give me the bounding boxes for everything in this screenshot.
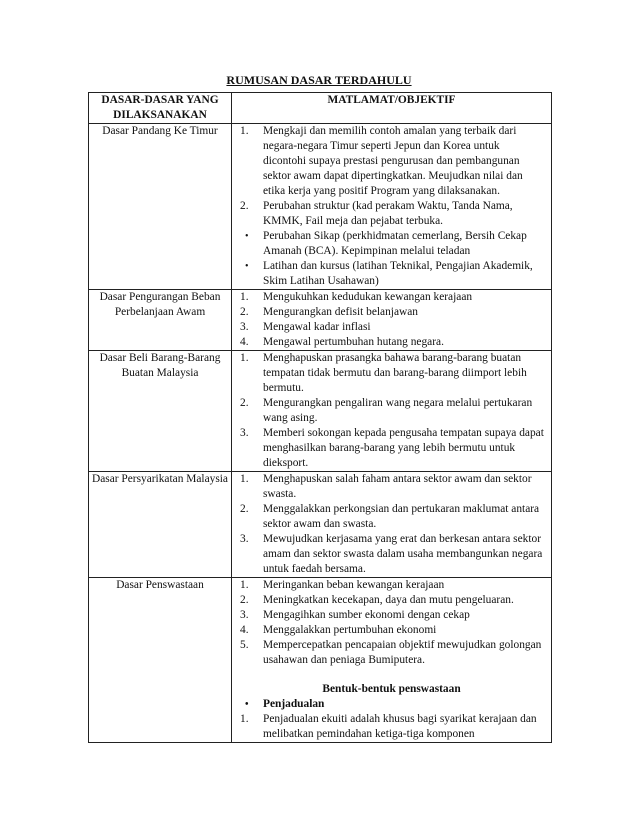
objective-cell [232,124,552,290]
list-item-text: Mempercepatkan pencapaian objektif mewujudkan golongan usahawan dan peniaga Bumiputera. [263,639,542,666]
list-item-text: Meningkatkan kecekapan, daya dan mutu pengeluaran. [263,594,514,606]
numbered-item [232,396,551,426]
list-marker: 2. [240,306,249,318]
numbered-item [232,124,551,199]
list-marker: 1. [240,713,249,725]
list-item-text: Mengurangkan defisit belanjawan [263,306,418,318]
objective-cell [232,578,552,743]
list-item-text: Latihan dan kursus (latihan Teknikal, Pengajian Akademik, Skim Latihan Usahawan) [263,260,533,287]
extra-list [232,697,551,742]
list-marker: • [245,231,249,242]
header-objectives: MATLAMAT/OBJEKTIF [232,93,552,124]
numbered-item [232,335,551,350]
document-title: RUMUSAN DASAR TERDAHULU [226,73,412,87]
policy-name: Dasar Pandang Ke Timur [89,124,232,290]
list-marker: 3. [240,321,249,333]
table-row [89,290,552,351]
list-marker: 1. [240,125,249,137]
list-marker: 2. [240,200,249,212]
list-marker: 2. [240,503,249,515]
list-item-text: Memberi sokongan kepada pengusaha tempatan supaya dapat menghasilkan barang-barang yang lebih bermutu untuk dieksport. [263,427,544,469]
list-item-text: Menggalakkan pertumbuhan ekonomi [263,624,437,636]
list-marker: 3. [240,533,249,545]
numbered-item [232,320,551,335]
numbered-item [232,426,551,471]
list-marker: • [245,261,249,272]
list-marker: 3. [240,427,249,439]
numbered-item [232,623,551,638]
numbered-item [232,502,551,532]
numbered-item [232,593,551,608]
numbered-item [232,712,551,742]
header-policies: DASAR-DASAR YANG DILAKSANAKAN [89,93,232,124]
table-row [89,351,552,472]
list-item-text: Mengkaji dan memilih contoh amalan yang terbaik dari negara-negara Timur seperti Jepun dan Korea untuk dicontohi supaya prestasi pengurusan dan pembangunan sektor awam dapat dipertingkatkan. Meujudkan nilai dan etika kerja yang positif Program yang dilaksanakan. [263,125,523,197]
objective-cell [232,472,552,578]
numbered-item [232,199,551,229]
list-marker: 5. [240,639,249,651]
objective-list [232,351,551,471]
list-marker: 2. [240,594,249,606]
bullet-item [232,697,551,712]
bullet-item [232,229,551,259]
table-row [89,578,552,743]
list-item-text: Penjadualan ekuiti adalah khusus bagi syarikat kerajaan dan melibatkan pemindahan ketiga-tiga komponen [263,713,537,740]
table-row [89,124,552,290]
policy-name: Dasar Pengurangan Beban Perbelanjaan Awam [89,290,232,351]
list-marker: 1. [240,473,249,485]
list-item-text: Mengagihkan sumber ekonomi dengan cekap [263,609,470,621]
list-item-text: Perubahan Sikap (perkhidmatan cemerlang, Bersih Cekap Amanah (BCA). Kepimpinan melalui teladan [263,230,527,257]
list-marker: 1. [240,291,249,303]
list-item-text: Menghapuskan salah faham antara sektor awam dan sektor swasta. [263,473,532,500]
table-body [89,124,552,743]
objective-list [232,290,551,350]
numbered-item [232,638,551,668]
list-item-text: Perubahan struktur (kad perakam Waktu, Tanda Nama, KMMK, Fail meja dan pejabat terbuka. [263,200,513,227]
numbered-item [232,351,551,396]
objective-list [232,578,551,668]
list-item-text: Meringankan beban kewangan kerajaan [263,579,445,591]
bullet-item [232,259,551,289]
numbered-item [232,472,551,502]
list-marker: 1. [240,579,249,591]
list-marker: 3. [240,609,249,621]
objective-list [232,472,551,577]
list-item-text: Menggalakkan perkongsian dan pertukaran maklumat antara sektor awam dan swasta. [263,503,540,530]
list-item-text: Menghapuskan prasangka bahawa barang-barang buatan tempatan tidak bermutu dan barang-barang diimport lebih bermutu. [263,352,527,394]
table-row [89,472,552,578]
policy-name: Dasar Beli Barang-Barang Buatan Malaysia [89,351,232,472]
objective-cell [232,290,552,351]
numbered-item [232,305,551,320]
numbered-item [232,290,551,305]
list-marker: 4. [240,624,249,636]
objective-list [232,124,551,289]
numbered-item [232,578,551,593]
policy-name: Dasar Penswastaan [89,578,232,743]
list-item-text: Mengawal pertumbuhan hutang negara. [263,336,444,348]
list-marker: • [245,699,249,710]
list-item-text: Mengukuhkan kedudukan kewangan kerajaan [263,291,473,303]
numbered-item [232,608,551,623]
policy-name: Dasar Persyarikatan Malaysia [89,472,232,578]
numbered-item [232,532,551,577]
policy-table [88,92,552,743]
list-item-text: Mengawal kadar inflasi [263,321,371,333]
table-header-row [89,93,552,124]
list-item-text: Mengurangkan pengaliran wang negara melalui pertukaran wang asing. [263,397,533,424]
sub-heading: Bentuk-bentuk penswastaan [322,683,461,695]
list-item-text: Penjadualan [263,698,325,710]
list-marker: 1. [240,352,249,364]
objective-cell [232,351,552,472]
list-marker: 2. [240,397,249,409]
list-marker: 4. [240,336,249,348]
list-item-text: Mewujudkan kerjasama yang erat dan berkesan antara sektor amam dan sektor swasta dalam usaha membangunkan negara untuk faedah bersama. [263,533,543,575]
